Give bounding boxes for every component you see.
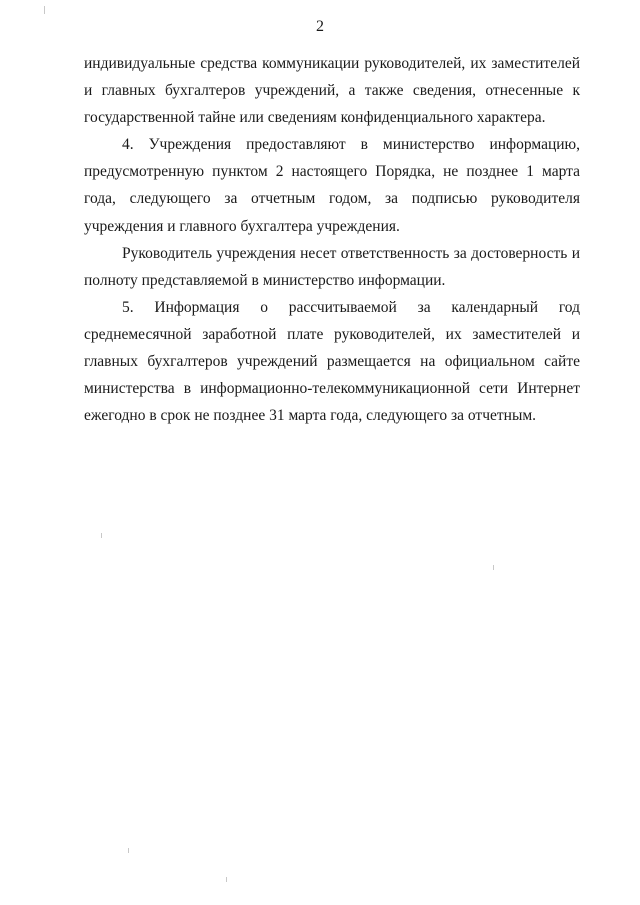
document-body [84, 50, 580, 429]
page-number: 2 [316, 18, 324, 35]
paragraph-responsibility: Руководитель учреждения несет ответственность за достоверность и полноту представляемой в министерство информации. [84, 244, 580, 289]
paragraph-continuation: индивидуальные средства коммуникации руководителей, их заместителей и главных бухгалтеров учреждений, а также сведения, отнесенные к государственной тайне или сведениям конфиденциального характера. [84, 55, 580, 127]
paragraph-item-4: 4. Учреждения предоставляют в министерство информацию, предусмотренную пунктом 2 настоящего Порядка, не позднее 1 марта года, следующего за отчетным годом, за подписью руководителя учреждения и главного бухгалтера учреждения. [84, 136, 580, 235]
scan-speck [44, 6, 45, 14]
paragraph-item-5: 5. Информация о рассчитываемой за календарный год среднемесячной заработной плате руководителей, их заместителей и главных бухгалтеров учреждений размещается на официальном сайте министерства в информационно-телекоммуникационной сети Интернет ежегодно в срок не позднее 31 марта года, следующего за отчетным. [84, 298, 580, 425]
scan-speck [128, 848, 129, 853]
scan-speck [493, 565, 494, 570]
scan-speck [101, 533, 102, 538]
scan-speck [226, 877, 227, 882]
